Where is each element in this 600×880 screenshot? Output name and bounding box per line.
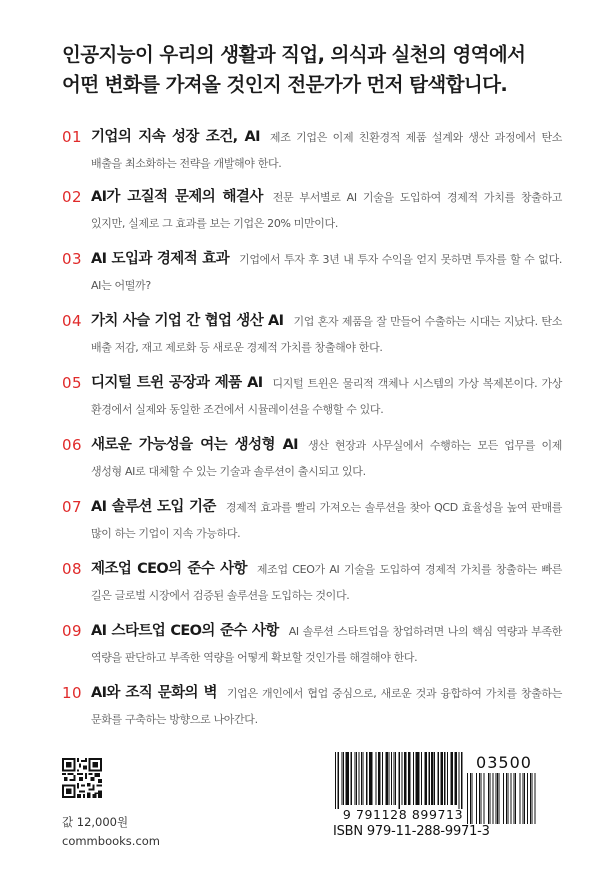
- qr-code-icon: [62, 758, 102, 798]
- chapter-summary: 경제적 효과를 빨리 가져오는 솔루션을 찾아 QCD 효율성을 높여 판매를 많이 하는 기업이 지속 가능하다.: [91, 501, 562, 540]
- headline-line-1: 인공지능이 우리의 생활과 직업, 의식과 실천의 영역에서: [62, 43, 526, 66]
- chapter-number: 02: [62, 188, 83, 206]
- publisher-website: commbooks.com: [62, 834, 161, 848]
- chapter-summary: 디지털 트윈은 물리적 객체나 시스템의 가상 복제본이다. 가상 환경에서 실제와 동일한 조건에서 시뮬레이션을 수행할 수 있다.: [91, 377, 562, 416]
- chapter-number: 04: [62, 312, 83, 330]
- chapter-title: AI 스타트업 CEO의 준수 사항: [91, 623, 279, 639]
- headline: [62, 40, 562, 100]
- chapter-summary: 기업 혼자 제품을 잘 만들어 수출하는 시대는 지났다. 탄소 배출 저감, 재고 제로화 등 새로운 경제적 가치를 창출해야 한다.: [91, 315, 562, 354]
- chapter-item: [62, 246, 562, 299]
- chapter-item: [62, 494, 562, 547]
- chapter-item: [62, 556, 562, 609]
- chapter-item: [62, 618, 562, 671]
- chapter-item: [62, 370, 562, 423]
- chapter-number: 03: [62, 250, 83, 268]
- chapter-number: 08: [62, 560, 83, 578]
- chapter-item: [62, 308, 562, 361]
- chapter-title: AI 솔루션 도입 기준: [91, 499, 216, 515]
- chapter-title: AI가 고질적 문제의 해결사: [91, 189, 263, 205]
- chapter-number: 09: [62, 622, 83, 640]
- chapter-title: AI와 조직 문화의 벽: [91, 685, 217, 701]
- chapter-title: 가치 사슬 기업 간 협업 생산 AI: [91, 313, 284, 329]
- chapter-title: AI 도입과 경제적 효과: [91, 251, 230, 267]
- chapter-title: 디지털 트윈 공장과 제품 AI: [91, 375, 263, 391]
- price: 값 12,000원: [62, 815, 129, 829]
- chapter-summary: 전문 부서별로 AI 기술을 도입하여 경제적 가치를 창출하고 있지만, 실제로 그 효과를 보는 기업은 20% 미만이다.: [91, 191, 562, 230]
- chapter-summary: 기업은 개인에서 협업 중심으로, 새로운 것과 융합하여 가치를 창출하는 문화를 구축하는 방향으로 나아간다.: [91, 687, 562, 726]
- chapter-title: 기업의 지속 성장 조건, AI: [91, 129, 260, 145]
- chapter-summary: 제조 기업은 이제 친환경적 제품 설계와 생산 과정에서 탄소 배출을 최소화하는 전략을 개발해야 한다.: [91, 131, 562, 170]
- chapter-number: 07: [62, 498, 83, 516]
- chapter-summary: 제조업 CEO가 AI 기술을 도입하여 경제적 가치를 창출하는 빠른 길은 글로벌 시장에서 검증된 솔루션을 도입하는 것이다.: [91, 563, 562, 602]
- chapter-title: 제조업 CEO의 준수 사항: [91, 561, 247, 577]
- chapter-title: 새로운 가능성을 여는 생성형 AI: [91, 437, 298, 453]
- chapter-number: 06: [62, 436, 83, 454]
- isbn-text: ISBN 979-11-288-9971-3: [333, 824, 490, 839]
- chapter-item: [62, 124, 562, 177]
- chapter-item: [62, 184, 562, 237]
- chapter-number: 10: [62, 684, 83, 702]
- barcode-number: 9 791128 899713: [342, 807, 464, 822]
- chapter-item: [62, 680, 562, 733]
- chapter-summary: 기업에서 투자 후 3년 내 투자 수익을 얻지 못하면 투자를 할 수 없다. AI는 어떨까?: [91, 253, 562, 292]
- headline-line-2: 어떤 변화를 가져올 것인지 전문가가 먼저 탐색합니다.: [62, 73, 508, 96]
- chapter-summary: 생산 현장과 사무실에서 수행하는 모든 업무를 이제 생성형 AI로 대체할 수 있는 기술과 솔루션이 출시되고 있다.: [91, 439, 562, 478]
- chapter-item: [62, 432, 562, 485]
- chapter-number: 01: [62, 128, 83, 146]
- chapter-summary: AI 솔루션 스타트업을 창업하려면 나의 핵심 역량과 부족한 역량을 판단하고 부족한 역량을 어떻게 확보할 것인가를 해결해야 한다.: [91, 625, 562, 664]
- chapter-number: 05: [62, 374, 83, 392]
- barcode-addon-number: 03500: [476, 753, 532, 772]
